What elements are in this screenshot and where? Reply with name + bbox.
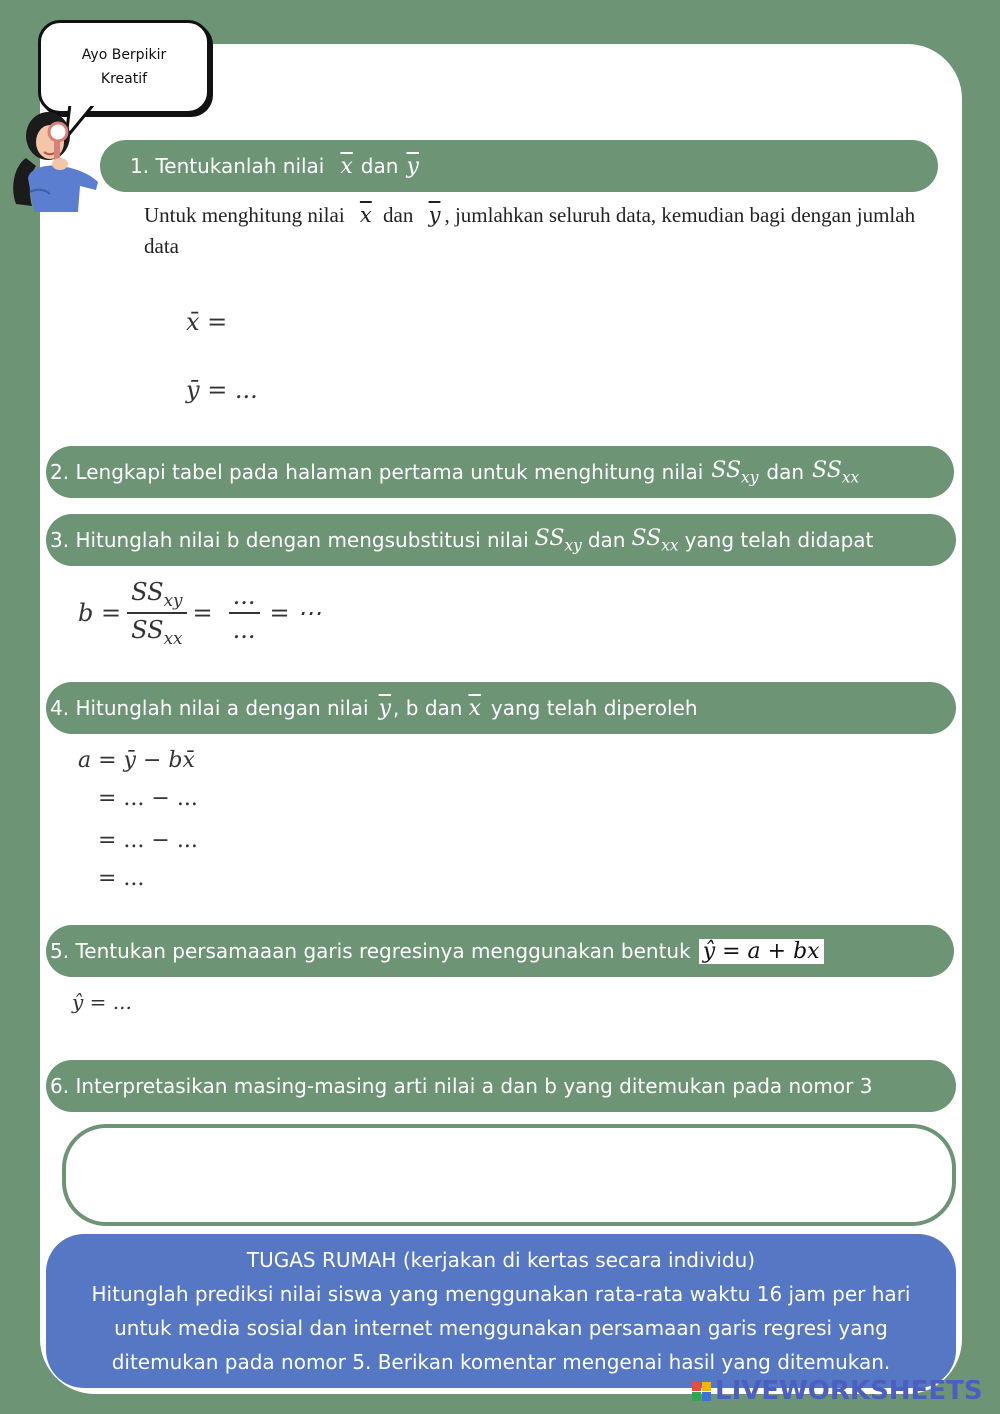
ss-xx-symbol: $SS_{xx}$ bbox=[812, 457, 860, 487]
answer-box[interactable] bbox=[62, 1124, 956, 1226]
question-2-label: 2. Lengkapi tabel pada halaman pertama untuk menghitung nilai bbox=[50, 460, 704, 484]
a-formula-line-3: = ... − ... bbox=[98, 828, 198, 853]
question-1-banner bbox=[100, 140, 938, 192]
b-formula: b = $\frac{SS_{xy}}{SS_{xx}}$ = $\frac{...}{...}$ = ⋯ bbox=[78, 578, 322, 648]
watermark-text: LIVEWORKSHEETS bbox=[715, 1376, 983, 1406]
question-4-suffix: yang telah diperoleh bbox=[490, 696, 698, 720]
question-6-label: 6. Interpretasikan masing-masing arti nilai a dan b yang ditemukan pada nomor 3 bbox=[50, 1074, 873, 1098]
dots-fraction: $\frac{...}{...}$ bbox=[229, 582, 260, 644]
question-3-dan: dan bbox=[587, 528, 626, 552]
regression-form: ŷ = a + bx bbox=[699, 939, 824, 964]
question-4-mid: , b dan bbox=[393, 696, 463, 720]
a-formula-line-2: = ... − ... bbox=[98, 786, 198, 811]
question-6-banner bbox=[46, 1060, 956, 1112]
ss-xy-symbol: $SS_{xy}$ bbox=[711, 457, 759, 487]
homework-line-2: untuk media sosial dan internet menggunakan persamaan garis regresi yang bbox=[114, 1316, 888, 1340]
homework-line-1: Hitunglah prediksi nilai siswa yang menggunakan rata-rata waktu 16 jam per hari bbox=[91, 1282, 911, 1306]
a-formula-line-4: = ... bbox=[98, 866, 145, 891]
ss-xy-symbol: $SS_{xy}$ bbox=[534, 525, 582, 555]
question-1-dan: dan bbox=[360, 154, 399, 178]
question-1-explanation: Untuk menghitung nilai $\overline{x}$ dan $\overline{y}$ , jumlahkan seluruh data, kemudian bagi dengan jumlah data bbox=[144, 203, 916, 258]
x-bar-inline: $\overline{x}$ bbox=[359, 203, 372, 227]
x-bar-equation: x̄ = bbox=[186, 308, 228, 336]
y-bar-symbol: $\overline{y}$ bbox=[378, 695, 392, 721]
question-1-label: 1. Tentukanlah nilai bbox=[130, 154, 325, 178]
question-3-suffix: yang telah didapat bbox=[684, 528, 874, 552]
y-bar-equation: ȳ = ... bbox=[186, 376, 258, 404]
bubble-line-2: Kreatif bbox=[100, 71, 148, 87]
question-5-banner bbox=[46, 925, 954, 977]
question-4-banner bbox=[46, 682, 956, 734]
question-3-banner bbox=[46, 514, 956, 566]
ss-fraction: $\frac{SS_{xy}}{SS_{xx}}$ bbox=[127, 578, 186, 648]
question-5-label: 5. Tentukan persamaaan garis regresinya menggunakan bentuk bbox=[50, 939, 691, 963]
ss-xx-symbol: $SS_{xx}$ bbox=[631, 525, 679, 555]
homework-line-3: ditemukan pada nomor 5. Berikan komentar mengenai hasil yang ditemukan. bbox=[111, 1350, 891, 1374]
regression-answer: ŷ = ... bbox=[72, 990, 132, 1014]
y-bar-inline: $\overline{y}$ bbox=[428, 203, 441, 227]
liveworksheets-mark-icon bbox=[692, 1382, 711, 1401]
homework-box bbox=[46, 1234, 956, 1388]
question-2-banner bbox=[46, 446, 954, 498]
y-bar-symbol: $\overline{y}$ bbox=[406, 153, 419, 179]
x-bar-symbol: $\overline{x}$ bbox=[340, 153, 353, 179]
question-3-label: 3. Hitunglah nilai b dengan mengsubstitusi nilai bbox=[50, 528, 529, 552]
speech-bubble bbox=[38, 20, 210, 114]
liveworksheets-logo bbox=[692, 1376, 983, 1406]
question-2-dan: dan bbox=[766, 460, 805, 484]
question-4-label: 4. Hitunglah nilai a dengan nilai bbox=[50, 696, 369, 720]
bubble-line-1: Ayo Berpikir bbox=[81, 47, 167, 63]
a-formula-line-1: a = ȳ − bx̄ bbox=[78, 748, 195, 773]
homework-title: TUGAS RUMAH (kerjakan di kertas secara individu) bbox=[246, 1248, 756, 1272]
girl-magnifier-icon bbox=[10, 108, 102, 216]
x-bar-symbol: $\overline{x}$ bbox=[468, 695, 481, 721]
